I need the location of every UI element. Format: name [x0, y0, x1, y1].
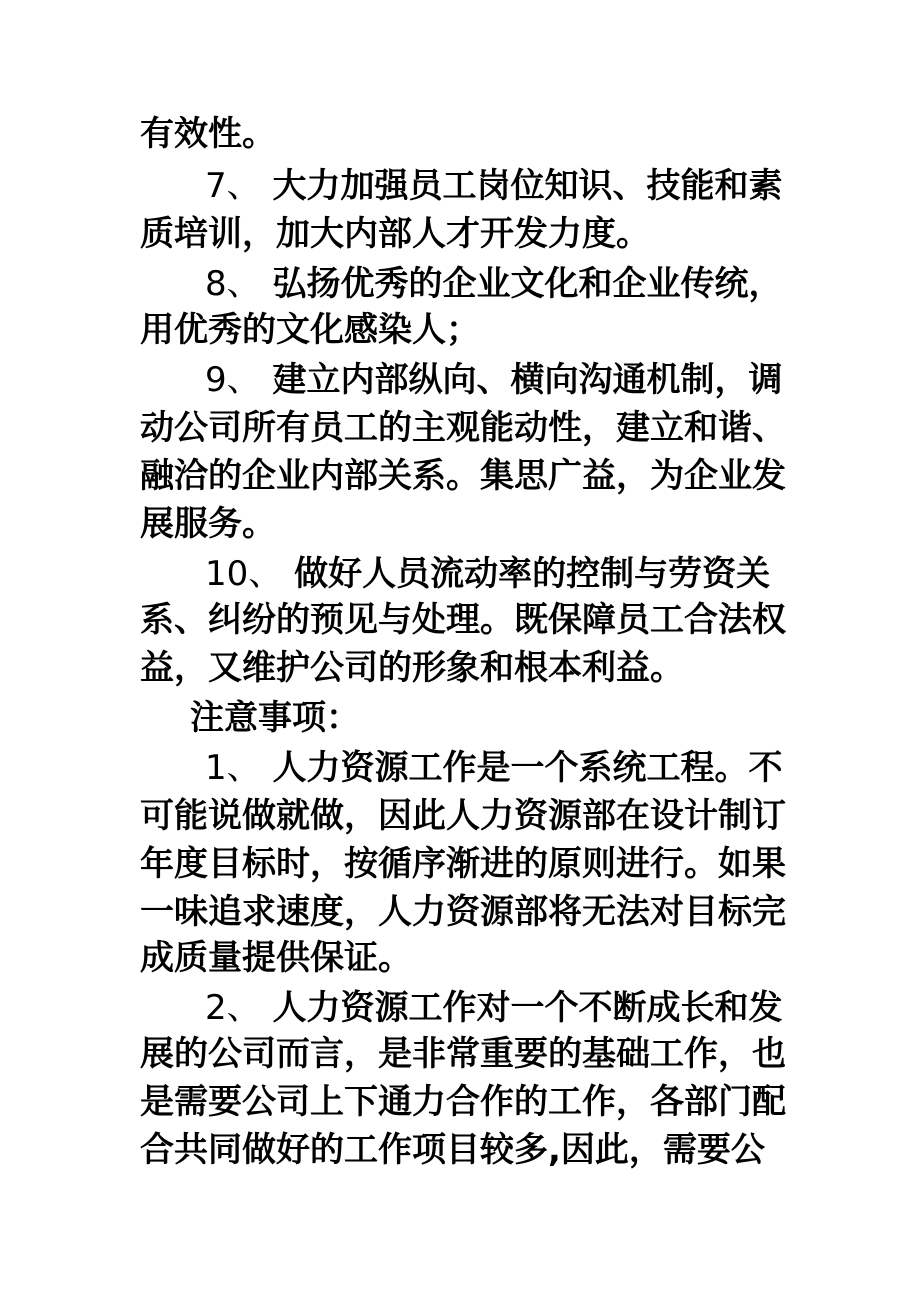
paragraph-line: 系、纠纷的预见与处理。既保障员工合法权	[140, 600, 786, 640]
paragraph-line: 一味追求速度，人力资源部将无法对目标完	[140, 892, 786, 932]
item-number: 2、	[205, 988, 261, 1028]
paragraph-line: 益，又维护公司的形象和根本利益。	[140, 648, 684, 688]
paragraph-line: 是需要公司上下通力合作的工作，各部门配	[140, 1082, 786, 1122]
item-number: 1、	[205, 748, 261, 788]
item-number: 8、	[205, 264, 261, 304]
paragraph-line: 质培训，加大内部人才开发力度。	[140, 214, 650, 254]
paragraph-line: 有效性。	[140, 114, 276, 154]
item-number: 9、	[205, 360, 261, 400]
note-item-2: 2、 人力资源工作对一个不断成长和发	[205, 988, 783, 1028]
numbered-item-10: 10、 做好人员流动率的控制与劳资关	[205, 554, 771, 594]
notes-heading: 注意事项：	[190, 698, 360, 738]
paragraph-line: 动公司所有员工的主观能动性，建立和谐、	[140, 408, 786, 448]
note-item-1: 1、 人力资源工作是一个系统工程。不	[205, 748, 783, 788]
item-number: 10、	[205, 554, 283, 594]
item-number: 7、	[205, 166, 261, 206]
paragraph-line: 成质量提供保证。	[140, 938, 412, 978]
paragraph-line: 可能说做就做，因此人力资源部在设计制订	[140, 796, 786, 836]
numbered-item-8: 8、 弘扬优秀的企业文化和企业传统，	[205, 264, 783, 304]
paragraph-line: 年度目标时，按循序渐进的原则进行。如果	[140, 844, 786, 884]
paragraph-line: 展的公司而言，是非常重要的基础工作，也	[140, 1034, 786, 1074]
paragraph-line: 融洽的企业内部关系。集思广益，为企业发	[140, 456, 786, 496]
paragraph-line: 用优秀的文化感染人；	[140, 310, 480, 350]
numbered-item-9: 9、 建立内部纵向、横向沟通机制，调	[205, 360, 783, 400]
paragraph-line: 合共同做好的工作项目较多,因此，需要公	[140, 1130, 765, 1170]
numbered-item-7: 7、 大力加强员工岗位知识、技能和素	[205, 166, 783, 206]
paragraph-line: 展服务。	[140, 504, 276, 544]
